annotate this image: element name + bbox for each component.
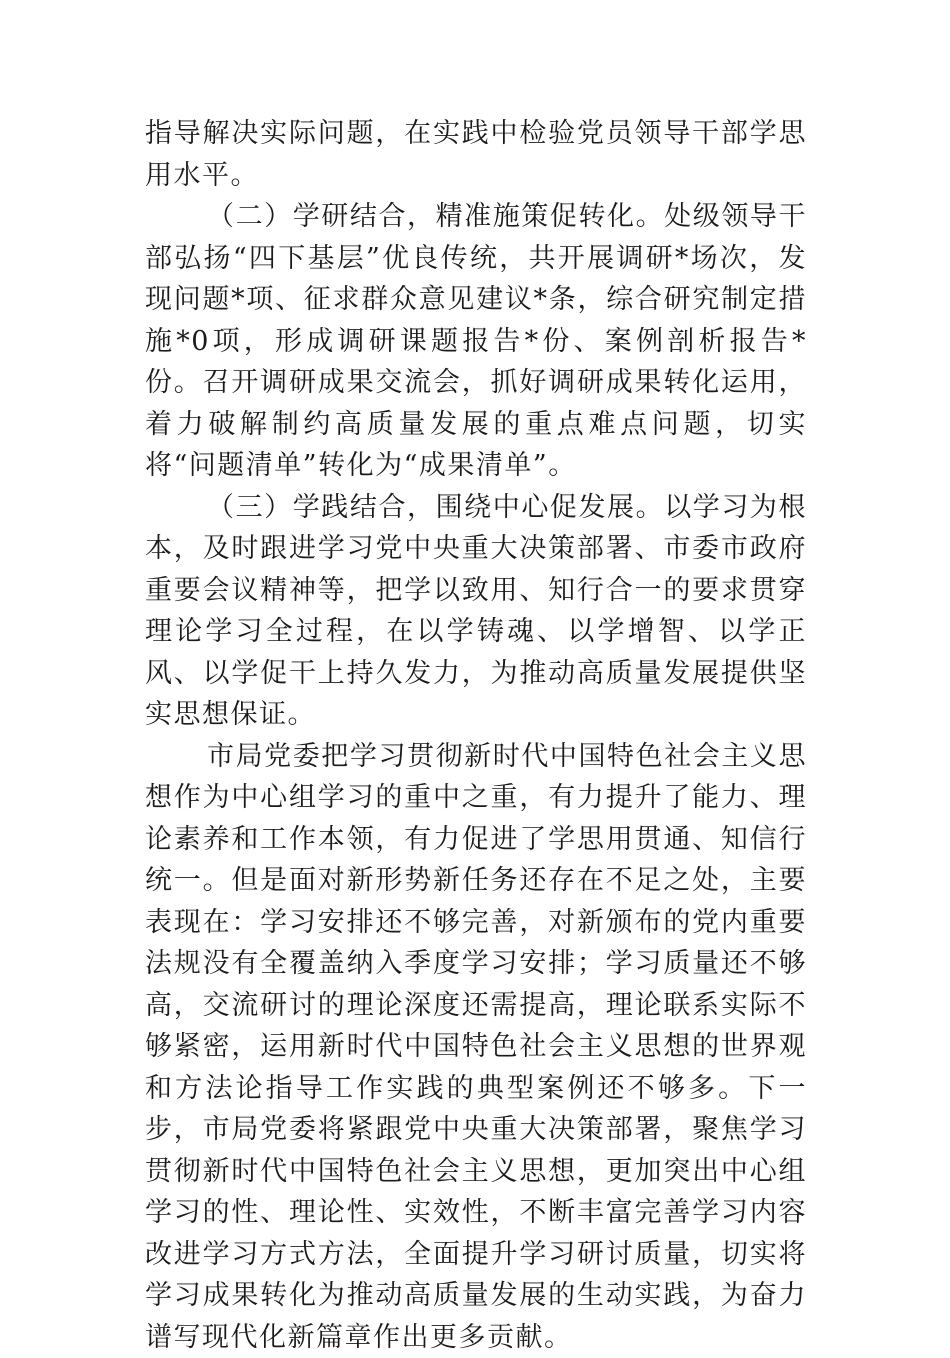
document-body: [145, 113, 807, 1358]
paragraph-section-three: （三）学践结合，围绕中心促发展。以学习为根本，及时跟进学习党中央重大决策部署、市委市政府重要会议精神等，把学以致用、知行合一的要求贯穿理论学习全过程，在以学铸魂、以学增智、以学正风、以学促干上持久发力，为推动高质量发展提供坚实思想保证。: [145, 487, 807, 736]
paragraph-continuation: 指导解决实际问题，在实践中检验党员领导干部学思用水平。: [145, 113, 807, 196]
paragraph-section-two: （二）学研结合，精准施策促转化。处级领导干部弘扬“四下基层”优良传统，共开展调研*场次，发现问题*项、征求群众意见建议*条，综合研究制定措施*0项，形成调研课题报告*份、案例剖析报告*份。召开调研成果交流会，抓好调研成果转化运用，着力破解制约高质量发展的重点难点问题，切实将“问题清单”转化为“成果清单”。: [145, 196, 807, 487]
paragraph-summary: 市局党委把学习贯彻新时代中国特色社会主义思想作为中心组学习的重中之重，有力提升了能力、理论素养和工作本领，有力促进了学思用贯通、知信行统一。但是面对新形势新任务还存在不足之处，主要表现在：学习安排还不够完善，对新颁布的党内重要法规没有全覆盖纳入季度学习安排；学习质量还不够高，交流研讨的理论深度还需提高，理论联系实际不够紧密，运用新时代中国特色社会主义思想的世界观和方法论指导工作实践的典型案例还不够多。下一步，市局党委将紧跟党中央重大决策部署，聚焦学习贯彻新时代中国特色社会主义思想，更加突出中心组学习的性、理论性、实效性，不断丰富完善学习内容改进学习方式方法，全面提升学习研讨质量，切实将学习成果转化为推动高质量发展的生动实践，为奋力谱写现代化新篇章作出更多贡献。: [145, 736, 807, 1358]
